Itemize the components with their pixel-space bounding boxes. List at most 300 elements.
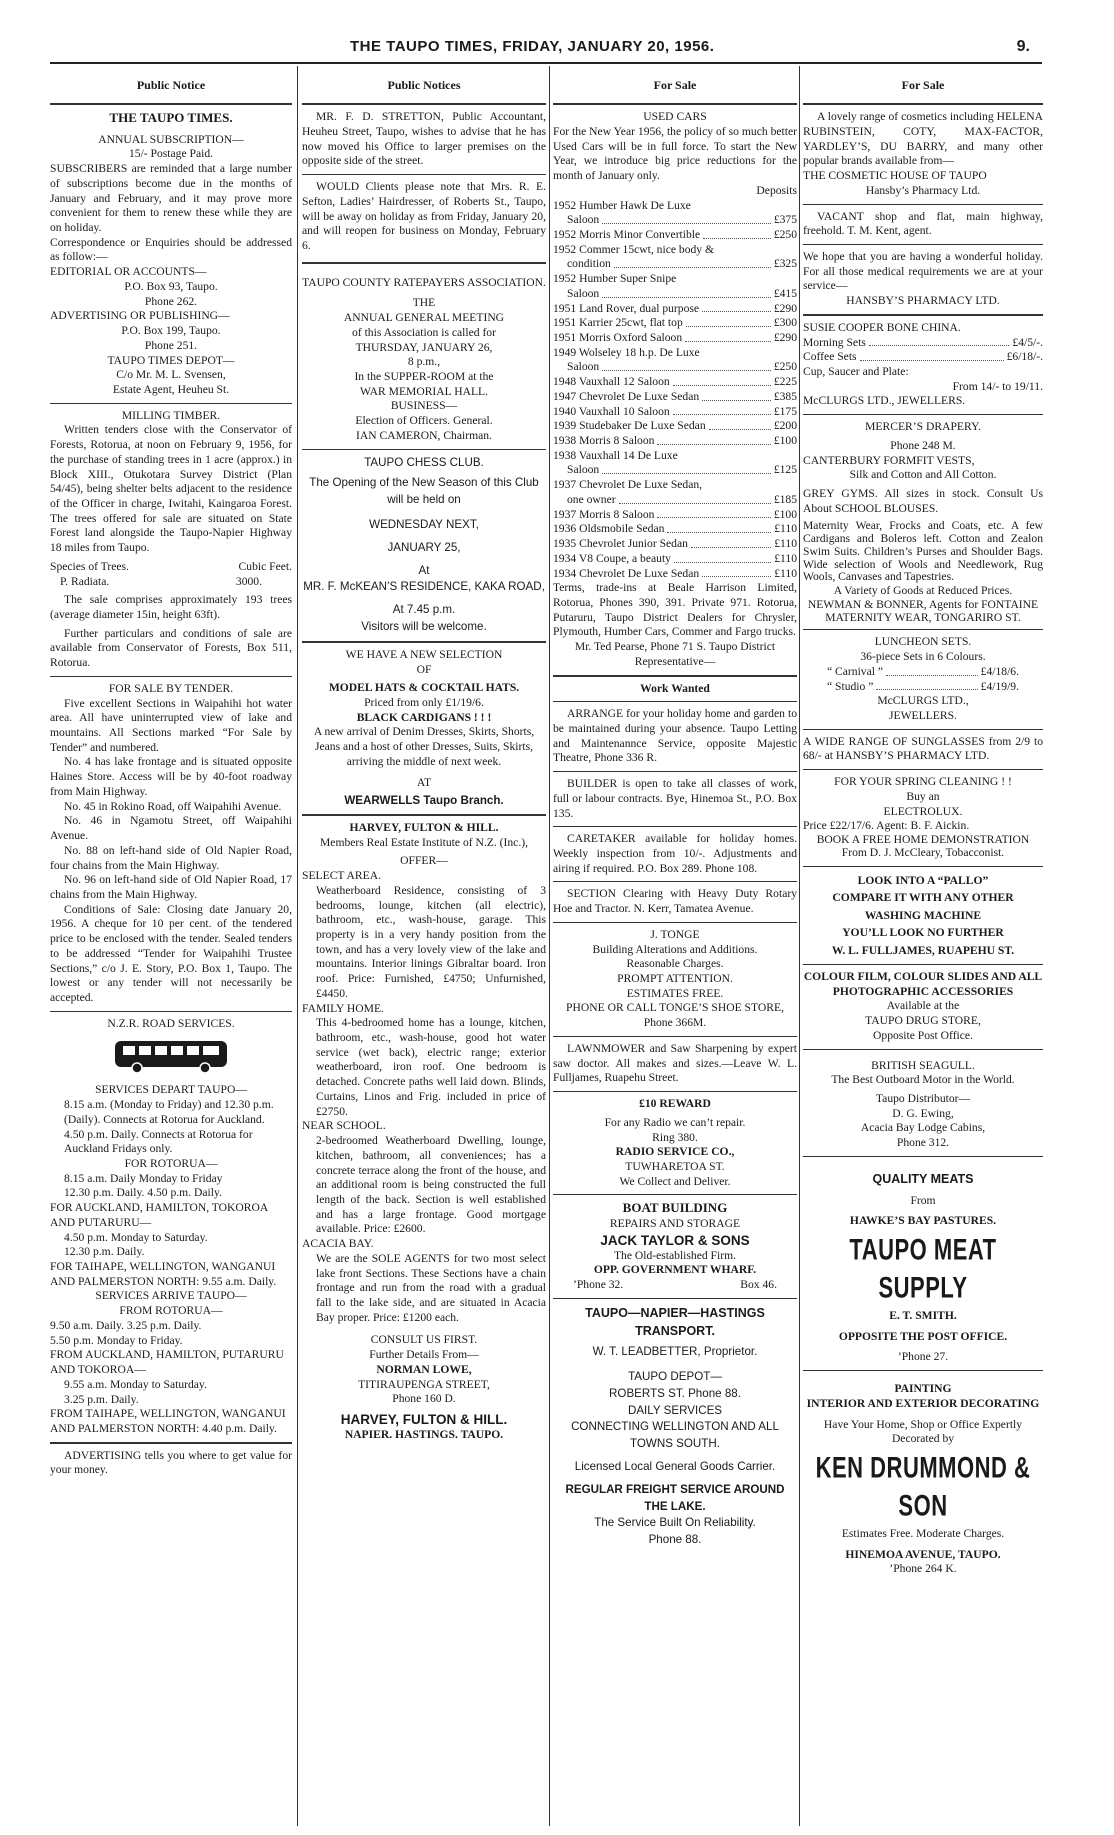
text: D. G. Ewing, bbox=[892, 1106, 954, 1120]
text: BLACK CARDIGANS ! ! ! bbox=[356, 710, 492, 724]
electrolux-ad bbox=[803, 769, 1043, 861]
page-number: 9. bbox=[1016, 38, 1030, 55]
text: 9.50 a.m. Daily. 3.25 p.m. Daily. bbox=[50, 1318, 202, 1332]
text: Further Details From— bbox=[369, 1348, 479, 1362]
text: We are the SOLE AGENTS for two most select lake front Sections. These Sections have a chain frontage and run from the road with a gradual fall to the lake side, and are situated in Acacia Bay proper. Price: £1200 each. bbox=[316, 1251, 546, 1324]
section-clearing-ad bbox=[553, 881, 797, 916]
text: BRITISH SEAGULL. bbox=[871, 1058, 975, 1072]
text: Correspondence or Enquiries should be addressed as follow:— bbox=[50, 235, 292, 264]
meat-supply-ad bbox=[803, 1156, 1043, 1365]
text: Further particulars and conditions of sale are available from Conservator of Forests, Box 511, Rotorua. bbox=[50, 626, 292, 670]
column-heading: Public Notices bbox=[387, 78, 461, 92]
caretaker-ad bbox=[553, 826, 797, 876]
text: SECTION Clearing with Heavy Duty Rotary Hoe and Tractor. N. Kerr, Tamatea Avenue. bbox=[553, 887, 797, 916]
text: Buy an bbox=[906, 789, 940, 803]
text: A Variety of Goods at Reduced Prices. bbox=[833, 584, 1013, 598]
text: FAMILY HOME. bbox=[302, 1001, 384, 1015]
car-list-item bbox=[553, 493, 797, 508]
meat-supply-logo: TAUPO MEAT SUPPLY bbox=[849, 1232, 997, 1305]
car-name: 1949 Wolseley 18 h.p. De Luxe bbox=[553, 345, 700, 359]
text: The Best Outboard Motor in the World. bbox=[831, 1073, 1015, 1087]
text: of this Association is called for bbox=[352, 325, 496, 339]
column-heading: For Sale bbox=[901, 78, 945, 92]
text: Box 46. bbox=[740, 1278, 777, 1292]
text: Terms, trade-ins at Beale Harrison Limited, Rotorua, Phones 390, 391. Private 971. Rotorua, Putaruru, Taupo District Dealers for Chrysler, Plymouth, Humber Cars, Commer and Fargo trucks. bbox=[553, 581, 797, 639]
car-name: 1939 Studebaker De Luxe Sedan bbox=[553, 419, 706, 433]
car-list-item bbox=[553, 567, 797, 582]
text: P.O. Box 93, Taupo. bbox=[124, 279, 218, 293]
masthead-title: THE TAUPO TIMES, FRIDAY, JANUARY 20, 1956. bbox=[350, 38, 715, 55]
text: SUBSCRIBERS are reminded that a large number of subscriptions become due in the months of January and February, and it may prove more convenient for them to renew these while they are on holiday. bbox=[50, 162, 292, 235]
car-list-item bbox=[553, 390, 797, 405]
column-2 bbox=[302, 66, 546, 1826]
notice-title: TAUPO COUNTY RATEPAYERS ASSOCIATION. bbox=[302, 275, 546, 289]
text: 3.25 p.m. Daily. bbox=[64, 1392, 139, 1406]
text: Maternity Wear, Frocks and Coats, etc. A few Cardigans and Boleros left. Cotton and Zealon Swim Suits. Children’s Purses and Shoulder Bags. Wide selection of Wools and Needlework, Rug Wools, Canvases and Tapestries. bbox=[803, 519, 1043, 584]
photo-film-ad bbox=[803, 964, 1043, 1044]
text: A lovely range of cosmetics including HELENA RUBINSTEIN, COTY, MAX-FACTOR, YARDLEY’S, DU BARRY, and many other popular brands available from— bbox=[803, 110, 1043, 168]
car-list-item bbox=[553, 405, 797, 420]
text: CARETAKER available for holiday homes. Weekly inspection from 10/-. Adjustments and airing if required. P.O. Box 289. Phone 108. bbox=[553, 832, 797, 875]
lawnmower-ad bbox=[553, 1036, 797, 1086]
text: Mr. Ted Pearse, Phone 71 S. Taupo District Representative— bbox=[574, 640, 776, 668]
sunglasses-ad bbox=[803, 729, 1043, 764]
text: 4.50 p.m. Monday to Saturday. bbox=[64, 1230, 208, 1244]
car-list-item bbox=[553, 331, 797, 346]
car-name: 1940 Vauxhall 10 Saloon bbox=[553, 404, 670, 418]
car-list-item bbox=[553, 360, 797, 375]
text: £4/19/9. bbox=[980, 679, 1019, 693]
text: 12.30 p.m. Daily. 4.50 p.m. Daily. bbox=[64, 1186, 222, 1200]
tender-notice bbox=[50, 676, 292, 1006]
text: QUALITY MEATS bbox=[872, 1171, 974, 1186]
car-list-item bbox=[553, 522, 797, 537]
text: SUSIE COOPER BONE CHINA. bbox=[803, 320, 961, 334]
text: THE bbox=[412, 296, 436, 310]
vacant-shop-ad bbox=[803, 204, 1043, 239]
text: A WIDE RANGE OF SUNGLASSES from 2/9 to 68/- at HANSBY’S PHARMACY LTD. bbox=[803, 734, 1043, 763]
text: Licensed Local General Goods Carrier. bbox=[574, 1459, 776, 1473]
notice-title: N.Z.R. ROAD SERVICES. bbox=[107, 1016, 235, 1030]
notice-title: MILLING TIMBER. bbox=[121, 408, 221, 422]
text: ’Phone 27. bbox=[897, 1350, 949, 1364]
car-price: £185 bbox=[773, 492, 797, 506]
text: 2-bedroomed Weatherboard Dwelling, lounge, kitchen, bathroom, all conveniences; has a concrete terrace along the front of the house, and an additional room is being constructed the full length of the back. Section is well established and has a large frontage. Good mortgage available. Price: £2600. bbox=[316, 1134, 546, 1236]
text: MODEL HATS & COCKTAIL HATS. bbox=[328, 681, 520, 695]
text: HARVEY, FULTON & HILL. bbox=[340, 1412, 508, 1427]
car-list-item bbox=[553, 537, 797, 552]
text: 12.30 p.m. Daily. bbox=[64, 1245, 145, 1259]
car-price: £100 bbox=[773, 434, 797, 448]
car-price: £110 bbox=[774, 566, 797, 580]
car-name: 1952 Commer 15cwt, nice body & bbox=[553, 242, 714, 256]
text: Phone 248 M. bbox=[890, 438, 956, 452]
text: We Collect and Deliver. bbox=[619, 1174, 731, 1188]
car-name: 1948 Vauxhall 12 Saloon bbox=[553, 375, 670, 389]
text: WAR MEMORIAL HALL. bbox=[359, 384, 489, 398]
text: BUSINESS— bbox=[390, 399, 458, 413]
text: Silk and Cotton and All Cotton. bbox=[849, 468, 997, 482]
car-price: £290 bbox=[773, 331, 797, 345]
text: IAN CAMERON, Chairman. bbox=[356, 428, 492, 442]
notice-title: TAUPO CHESS CLUB. bbox=[364, 455, 484, 469]
text: The sale comprises approximately 193 trees (average diameter 15in, height 63ft). bbox=[50, 593, 292, 622]
text: MR. F. McKEAN’S RESIDENCE, KAKA ROAD, bbox=[303, 580, 545, 594]
column-divider bbox=[799, 66, 800, 1826]
text: Reasonable Charges. bbox=[626, 957, 724, 971]
text: No. 46 in Ngamotu Street, off Waipahihi Avenue. bbox=[50, 814, 292, 843]
car-name: 1952 Humber Super Snipe bbox=[553, 272, 677, 286]
cosmetics-ad bbox=[803, 103, 1043, 198]
pallo-ad bbox=[803, 866, 1043, 959]
text: WE HAVE A NEW SELECTION bbox=[345, 647, 503, 661]
text: Phone 262. bbox=[144, 294, 198, 308]
text: Phone 251. bbox=[144, 338, 198, 352]
text: JANUARY 25, bbox=[387, 540, 461, 554]
text: MERCER’S DRAPERY. bbox=[865, 420, 981, 434]
text: The Old-established Firm. bbox=[613, 1248, 737, 1262]
text: FOR TAIHAPE, WELLINGTON, WANGANUI AND PALMERSTON NORTH: 9.55 a.m. Daily. bbox=[50, 1260, 277, 1288]
text: Phone 88. bbox=[648, 1533, 702, 1547]
text: TAUPO DRUG STORE, bbox=[865, 1014, 981, 1028]
text: Phone 160 D. bbox=[392, 1392, 456, 1406]
text: 4.50 p.m. Daily. Connects at Rotorua for Auckland Fridays only. bbox=[64, 1127, 253, 1156]
car-price: £200 bbox=[773, 419, 797, 433]
notice-title: HARVEY, FULTON & HILL. bbox=[349, 820, 499, 834]
column-1 bbox=[50, 66, 292, 1826]
footer-notice bbox=[50, 1442, 292, 1478]
car-price: £110 bbox=[774, 522, 797, 536]
text: 8 p.m., bbox=[407, 355, 441, 369]
notice-title: THE TAUPO TIMES. bbox=[109, 110, 233, 126]
column-4 bbox=[803, 66, 1043, 1826]
text: Estate Agent, Heuheu St. bbox=[112, 382, 230, 396]
car-list-item bbox=[553, 419, 797, 434]
builder-ad bbox=[553, 771, 797, 821]
text: SERVICES ARRIVE TAUPO— bbox=[95, 1289, 247, 1303]
painting-ad bbox=[803, 1370, 1043, 1577]
text: LOOK INTO A “PALLO” bbox=[857, 873, 989, 887]
text: TAUPO—NAPIER—HASTINGS TRANSPORT. bbox=[585, 1305, 765, 1339]
text: Cup, Saucer and Plate: bbox=[803, 365, 909, 379]
text: ARRANGE for your holiday home and garden to be maintained during your absence. Taupo Letting and Maintenannce Service, opposite Majestic Theatre, Phone 336 R. bbox=[553, 707, 797, 765]
masthead bbox=[50, 36, 1050, 62]
car-price: £375 bbox=[773, 213, 797, 227]
text: PROMPT ATTENTION. bbox=[617, 972, 733, 986]
column-heading: Public Notice bbox=[136, 78, 206, 92]
text: Building Alterations and Additions. bbox=[592, 942, 758, 956]
reward-ad bbox=[553, 1091, 797, 1189]
text: Acacia Bay Lodge Cabins, bbox=[860, 1121, 986, 1135]
text: 8.15 a.m. Daily Monday to Friday bbox=[64, 1171, 223, 1185]
text: NEAR SCHOOL. bbox=[302, 1119, 386, 1133]
text: The Opening of the New Season of this Club will be held on bbox=[309, 476, 539, 507]
text: CONSULT US FIRST. bbox=[370, 1333, 478, 1347]
text: JACK TAYLOR & SONS bbox=[600, 1232, 750, 1248]
text: FROM ROTORUA— bbox=[119, 1304, 223, 1318]
masthead-rule bbox=[50, 62, 1042, 64]
text: 9.55 a.m. Monday to Saturday. bbox=[64, 1377, 207, 1391]
luncheon-sets-ad bbox=[803, 629, 1043, 723]
text: Available at the bbox=[886, 999, 960, 1013]
text: ROBERTS ST. Phone 88. bbox=[609, 1386, 741, 1400]
text: DAILY SERVICES bbox=[627, 1403, 723, 1417]
car-name: 1937 Chevrolet De Luxe Sedan, bbox=[553, 478, 703, 492]
text: MR. F. D. STRETTON, Public Accountant, Heuheu Street, Taupo, wishes to advise that he has now moved his Office to larger premises on the opposite side of the street. bbox=[302, 110, 546, 168]
british-seagull-ad bbox=[803, 1049, 1043, 1151]
transport-ad bbox=[553, 1298, 797, 1549]
car-list-item bbox=[553, 199, 797, 214]
text: SELECT AREA. bbox=[302, 869, 382, 883]
notice-title: FOR SALE BY TENDER. bbox=[108, 681, 234, 695]
text: Ring 380. bbox=[652, 1130, 698, 1144]
text: ESTIMATES FREE. bbox=[626, 986, 724, 1000]
text: FROM TAIHAPE, WELLINGTON, WANGANUI AND PALMERSTON NORTH: 4.40 p.m. Daily. bbox=[50, 1407, 286, 1435]
text: For the New Year 1956, the policy of so much better Used Cars will be in full force. To start the New Year, we introduce big price reductions for the month of January only. bbox=[553, 124, 797, 183]
car-price: £225 bbox=[773, 375, 797, 389]
text: A new arrival of Denim Dresses, Skirts, Shorts, Jeans and a host of other Dresses, Suits, Skirts, arriving the middle of next week. bbox=[313, 725, 535, 768]
text: WEDNESDAY NEXT, bbox=[369, 518, 479, 531]
text: BOAT BUILDING bbox=[622, 1200, 728, 1216]
car-list-item bbox=[553, 213, 797, 228]
text: BOOK A FREE HOME DEMONSTRATION bbox=[816, 833, 1030, 847]
text: Estimates Free. Moderate Charges. bbox=[841, 1526, 1005, 1540]
text: 8.15 a.m. (Monday to Friday) and 12.30 p.m. (Daily). Connects at Rotorua for Auckland. bbox=[64, 1098, 274, 1126]
text: C/o Mr. M. L. Svensen, bbox=[116, 368, 226, 382]
text: FOR YOUR SPRING CLEANING ! ! bbox=[834, 775, 1012, 789]
text: WASHING MACHINE bbox=[864, 908, 982, 922]
text: P. Radiata. bbox=[60, 574, 110, 588]
text: 5.50 p.m. Monday to Friday. bbox=[50, 1333, 183, 1347]
text: ANNUAL GENERAL MEETING bbox=[343, 311, 505, 325]
text: CONNECTING WELLINGTON AND ALL TOWNS SOUTH. bbox=[571, 1420, 779, 1451]
text: 3000. bbox=[235, 574, 262, 588]
text: Written tenders close with the Conservator of Forests, Rotorua, at noon on February 9, 1956, for the purchase of standing trees in 1 acre (approx.) in Block XIII., Otukotara Survey District (Plan 54/45), being shelter belts adjacent to the residence of the Officer in charge, Iwitahi, Kaingaroa Forest. The trees offered for sale are situated on State Forest land alongside the Taupo-Napier Highway 18 miles from Taupo. bbox=[50, 423, 292, 555]
car-list-item bbox=[553, 478, 797, 493]
milling-timber-notice bbox=[50, 403, 292, 671]
text: THURSDAY, JANUARY 26, bbox=[355, 340, 493, 354]
text: ANNUAL SUBSCRIPTION— bbox=[98, 132, 244, 146]
car-list bbox=[553, 199, 797, 582]
car-list-item bbox=[553, 287, 797, 302]
column-divider bbox=[297, 66, 298, 1826]
car-name: 1936 Oldsmobile Sedan bbox=[553, 522, 665, 536]
car-list-item bbox=[553, 346, 797, 361]
text: No. 96 on left-hand side of Old Napier Road, 17 chains from the Main Highway. bbox=[50, 873, 292, 901]
car-name: 1952 Humber Hawk De Luxe bbox=[553, 198, 691, 212]
text: 15/- Postage Paid. bbox=[128, 147, 214, 161]
text: GREY GYMS. All sizes in stock. Consult Us About SCHOOL BLOUSES. bbox=[803, 487, 1043, 515]
text: In the SUPPER-ROOM at the bbox=[354, 370, 494, 384]
text: From D. J. McCleary, Tobacconist. bbox=[841, 846, 1005, 860]
text: ’Phone 32. bbox=[573, 1278, 624, 1292]
text: Election of Officers. General. bbox=[355, 414, 493, 428]
car-name: condition bbox=[567, 257, 611, 271]
text: SERVICES DEPART TAUPO— bbox=[95, 1083, 247, 1097]
car-price: £100 bbox=[773, 507, 797, 521]
column-heading: Work Wanted bbox=[640, 681, 710, 695]
text: £6/18/-. bbox=[1006, 350, 1043, 364]
text: BUILDER is open to take all classes of work, full or labour contracts. Bye, Hinemoa St., P.O. Box 135. bbox=[553, 777, 797, 820]
car-name: 1951 Morris Oxford Saloon bbox=[553, 331, 683, 345]
chess-club-notice bbox=[302, 449, 546, 636]
text: E. T. SMITH. bbox=[889, 1309, 957, 1323]
text: ADVERTISING OR PUBLISHING— bbox=[50, 309, 230, 323]
text: PHONE OR CALL TONGE’S SHOE STORE, Phone 366M. bbox=[566, 1001, 784, 1030]
text: For any Radio we can’t repair. bbox=[604, 1115, 746, 1129]
text: At bbox=[418, 563, 430, 577]
sefton-notice bbox=[302, 174, 546, 254]
text: Morning Sets bbox=[803, 335, 866, 349]
text: HANSBY’S PHARMACY LTD. bbox=[846, 294, 1000, 308]
text: From 14/- to 19/11. bbox=[952, 379, 1043, 393]
text: LAWNMOWER and Saw Sharpening by expert saw doctor. All makes and sizes.—Leave W. L. Fulljames, Ruapehu Street. bbox=[553, 1041, 797, 1085]
text: From bbox=[910, 1193, 936, 1207]
text: WOULD Clients please note that Mrs. R. E. Sefton, Ladies’ Hairdresser, of Roberts St., Taupo, will be away on holiday as from Friday, January 20, and will reopen for business on Monday, February 6. bbox=[302, 180, 546, 252]
text: “ Carnival ” bbox=[827, 664, 884, 678]
car-price: £300 bbox=[773, 316, 797, 330]
text: OFFER— bbox=[400, 854, 448, 868]
car-price: £415 bbox=[773, 286, 797, 300]
car-name: 1935 Chevrolet Junior Sedan bbox=[553, 537, 688, 551]
text: Members Real Estate Institute of N.Z. (Inc.), bbox=[320, 835, 528, 849]
text: Price £22/17/6. Agent: B. F. Aickin. bbox=[803, 819, 970, 833]
text: Hansby’s Pharmacy Ltd. bbox=[865, 183, 981, 197]
text: LUNCHEON SETS. bbox=[874, 635, 972, 649]
car-list-item bbox=[553, 302, 797, 317]
notice-title: USED CARS bbox=[643, 110, 707, 124]
text: This 4-bedroomed home has a lounge, kitchen, bathroom, etc., wash-house, good hot water service (wet back), electric range; exterior weatherboard, iron roof. One bedroom is detached. Concrete paths well laid down. Blinds, Curtains, Linos and Frig. included in price of £2750. bbox=[316, 1016, 546, 1118]
text: Conditions of Sale: Closing date January 20, 1956. A cheque for 10 per cent. of the tendered price to be enclosed with the tender. Sealed tenders to be addressed “Tender for Waipahihi Trustee Sections,” c/o J. E. Story, P.O. Box 1, Taupo. The lowest or any tender will not necessarily be accepted. bbox=[50, 902, 292, 1004]
car-name: Saloon bbox=[567, 360, 600, 374]
car-price: £250 bbox=[773, 227, 797, 241]
text: W. T. LEADBETTER, Proprietor. bbox=[592, 1345, 758, 1359]
car-list-item bbox=[553, 257, 797, 272]
column-heading: For Sale bbox=[653, 78, 697, 92]
text: OPPOSITE THE POST OFFICE. bbox=[838, 1329, 1008, 1343]
work-wanted-section bbox=[553, 675, 797, 697]
text: EDITORIAL OR ACCOUNTS— bbox=[50, 265, 207, 279]
text: J. TONGE bbox=[650, 927, 700, 941]
column-3 bbox=[553, 66, 797, 1826]
car-name: 1947 Chevrolet De Luxe Sedan bbox=[553, 389, 700, 403]
car-price: £125 bbox=[773, 463, 797, 477]
text: Cubic Feet. bbox=[238, 559, 292, 573]
text: TITIRAUPENGA STREET, bbox=[358, 1377, 490, 1391]
text: FROM AUCKLAND, HAMILTON, PUTARURU AND TOKOROA— bbox=[50, 1348, 284, 1377]
text: No. 4 has lake frontage and is situated opposite Haines Store. Access will be by 40-foot roadway from Main Highway. bbox=[50, 755, 292, 798]
car-list-item bbox=[553, 449, 797, 464]
text: CANTERBURY FORMFIT VESTS, bbox=[803, 453, 975, 467]
text: TAUPO DEPOT— bbox=[628, 1369, 722, 1383]
car-list-item bbox=[553, 463, 797, 478]
car-name: 1952 Morris Minor Convertible bbox=[553, 227, 701, 241]
text: NEWMAN & BONNER, Agents for FONTAINE MATERNITY WEAR, TONGARIRO ST. bbox=[807, 597, 1039, 624]
text: Taupo Distributor— bbox=[875, 1091, 971, 1105]
mercer-drapery-ad bbox=[803, 414, 1043, 624]
stretton-notice bbox=[302, 103, 546, 169]
text: No. 45 in Rokino Road, off Waipahihi Avenue. bbox=[64, 799, 282, 813]
text: W. L. FULLJAMES, RUAPEHU ST. bbox=[831, 943, 1015, 957]
car-name: 1934 Chevrolet De Luxe Sedan bbox=[553, 566, 700, 580]
text: COMPARE IT WITH ANY OTHER bbox=[832, 891, 1014, 905]
text: Species of Trees. bbox=[50, 559, 129, 573]
text: Visitors will be welcome. bbox=[361, 619, 487, 633]
text: FOR AUCKLAND, HAMILTON, TOKOROA AND PUTARURU— bbox=[50, 1201, 268, 1229]
text: £10 REWARD bbox=[639, 1097, 711, 1111]
text: At 7.45 p.m. bbox=[392, 603, 456, 617]
text: THE COSMETIC HOUSE OF TAUPO bbox=[803, 169, 987, 183]
text: INTERIOR AND EXTERIOR DECORATING bbox=[806, 1396, 1040, 1410]
text: YOU’LL LOOK NO FURTHER bbox=[842, 926, 1004, 940]
tonge-ad bbox=[553, 922, 797, 1031]
text: REPAIRS AND STORAGE bbox=[609, 1216, 741, 1230]
text: FOR ROTORUA— bbox=[124, 1157, 218, 1171]
text: COLOUR FILM, COLOUR SLIDES AND ALL PHOTOGRAPHIC ACCESSORIES bbox=[803, 969, 1043, 998]
text: £4/5/-. bbox=[1012, 335, 1043, 349]
car-price: £325 bbox=[773, 257, 797, 271]
car-price: £385 bbox=[773, 389, 797, 403]
text: P.O. Box 199, Taupo. bbox=[121, 324, 221, 338]
car-name: 1938 Morris 8 Saloon bbox=[553, 434, 655, 448]
text: Opposite Post Office. bbox=[873, 1028, 973, 1042]
text: Five excellent Sections in Waipahihi hot water area. All have uninterrupted view of lake and mountains. All Sections marked “For Sale by Tender” and numbered. bbox=[50, 696, 292, 754]
text: Have Your Home, Shop or Office Expertly Decorated by bbox=[823, 1417, 1023, 1446]
text: HAWKE’S BAY PASTURES. bbox=[849, 1214, 997, 1228]
text: Phone 312. bbox=[896, 1136, 950, 1150]
text: £4/18/6. bbox=[980, 664, 1019, 678]
text: JEWELLERS. bbox=[889, 709, 957, 723]
car-list-item bbox=[553, 228, 797, 243]
text: “ Studio ” bbox=[827, 679, 874, 693]
text: McCLURGS LTD., JEWELLERS. bbox=[803, 394, 966, 408]
text: ACACIA BAY. bbox=[302, 1237, 374, 1251]
car-list-item bbox=[553, 508, 797, 523]
arrange-ad bbox=[553, 701, 797, 766]
car-list-item bbox=[553, 243, 797, 258]
text: Coffee Sets bbox=[803, 350, 857, 364]
boat-building-ad bbox=[553, 1194, 797, 1293]
column-divider bbox=[549, 66, 550, 1826]
car-price: £110 bbox=[774, 551, 797, 565]
car-list-item bbox=[553, 316, 797, 331]
text: HINEMOA AVENUE, TAUPO. bbox=[845, 1547, 1001, 1561]
text: TUWHARETOA ST. bbox=[625, 1159, 725, 1173]
text: REGULAR FREIGHT SERVICE AROUND THE LAKE. bbox=[565, 1482, 785, 1513]
text: Deposits bbox=[756, 183, 797, 197]
text: VACANT shop and flat, main highway, freehold. T. M. Kent, agent. bbox=[803, 209, 1043, 238]
text: 36-piece Sets in 6 Colours. bbox=[860, 650, 986, 664]
text: OPP. GOVERNMENT WHARF. bbox=[593, 1263, 757, 1277]
text: The Service Built On Reliability. bbox=[594, 1516, 756, 1530]
harvey-fulton-hill-ad bbox=[302, 814, 546, 1443]
car-name: 1934 V8 Coupe, a beauty bbox=[553, 551, 671, 565]
car-name: one owner bbox=[567, 492, 616, 506]
car-list-item bbox=[553, 272, 797, 287]
bus-icon bbox=[111, 1037, 231, 1077]
text: Priced from only £1/19/6. bbox=[364, 695, 484, 709]
car-price: £175 bbox=[773, 404, 797, 418]
text: TAUPO TIMES DEPOT— bbox=[107, 353, 235, 367]
car-name: Saloon bbox=[567, 213, 600, 227]
car-list-item bbox=[553, 434, 797, 449]
car-name: 1951 Karrier 25cwt, flat top bbox=[553, 316, 683, 330]
text: OF bbox=[416, 662, 432, 676]
text: NAPIER. HASTINGS. TAUPO. bbox=[344, 1428, 504, 1442]
text: RADIO SERVICE CO., bbox=[615, 1145, 735, 1159]
text: No. 88 on left-hand side of Old Napier Road, four chains from the Main Highway. bbox=[50, 843, 292, 872]
text: WEARWELLS Taupo Branch. bbox=[344, 794, 504, 808]
